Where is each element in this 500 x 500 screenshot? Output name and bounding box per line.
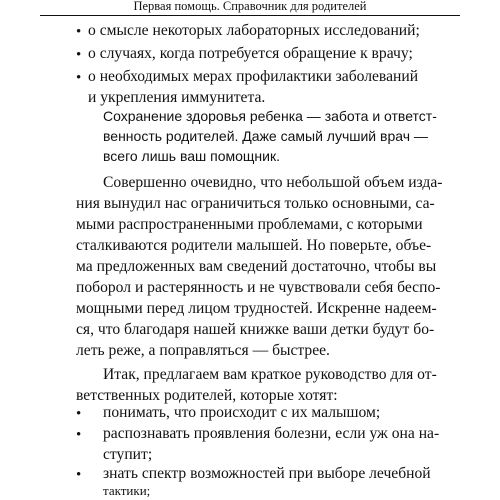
quote-line: венность родителей. Даже самый лучший врач —: [103, 128, 428, 144]
paragraph-line: мощными перед лицом трудностей. Искренне надеем-: [76, 300, 437, 317]
list-item: о случаях, когда потребуется обращение к врачу;: [88, 45, 413, 62]
quote-line: Сохранение здоровья ребенка — забота и ответст-: [103, 108, 437, 124]
list-item: понимать, что происходит с их малышом;: [103, 404, 381, 421]
list-item: о смысле некоторых лабораторных исследований;: [88, 22, 420, 39]
bullet-marker: •: [76, 47, 82, 63]
list-item: распознавать проявления болезни, если уж она на-: [103, 425, 440, 442]
paragraph-line: сталкиваются родители малышей. Но поверьте, объе-: [76, 237, 432, 254]
bullet-marker: •: [76, 24, 82, 40]
paragraph-line: ся, что благодаря нашей книжке ваши детки будут бо-: [76, 321, 435, 338]
list-item-cont: и укрепления иммунитета.: [88, 89, 266, 106]
running-header: Первая помощь. Справочник для родителей: [40, 0, 460, 16]
bullet-marker: •: [76, 406, 82, 422]
paragraph-line: Итак, предлагаем вам краткое руководство для от-: [103, 366, 437, 383]
paragraph-line: ветственных родителей, которые хотят:: [76, 387, 338, 404]
paragraph-line: Совершенно очевидно, что небольшой объем изда-: [103, 174, 443, 191]
paragraph-line: поборол и растерянность и не чувствовали себя беспо-: [76, 279, 441, 296]
bullet-marker: •: [76, 427, 82, 443]
list-item-cont: тактики;: [103, 483, 151, 498]
quote-line: всего лишь ваш помощник.: [103, 148, 280, 164]
list-item: о необходимых мерах профилактики заболеваний: [88, 68, 419, 85]
paragraph-line: ма предложенных вам сведений достаточно, чтобы вы: [76, 258, 437, 275]
paragraph-line: мыми распространенными проблемами, с которыми: [76, 216, 423, 233]
list-item-cont: ступит;: [103, 446, 153, 463]
bullet-marker: •: [76, 70, 82, 86]
paragraph-line: леть реже, а поправляться — быстрее.: [76, 342, 330, 359]
bullet-marker: •: [76, 467, 82, 483]
paragraph-line: ния вынудил нас ограничиться только основными, са-: [76, 195, 435, 212]
list-item: знать спектр возможностей при выборе лечебной: [103, 465, 431, 482]
